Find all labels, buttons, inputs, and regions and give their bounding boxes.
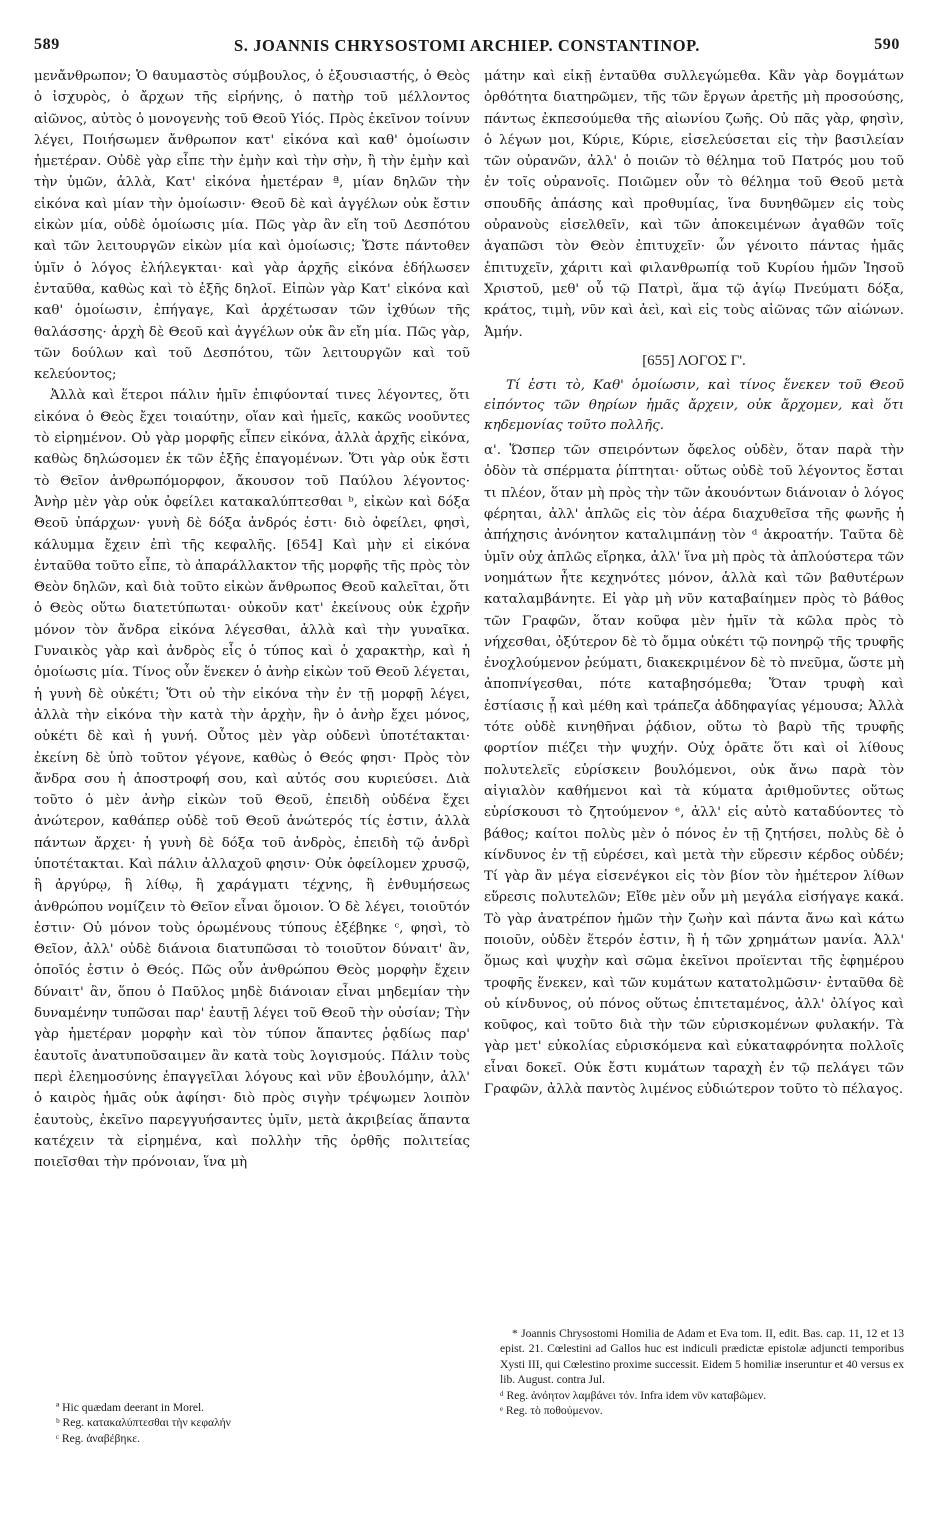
left-column — [34, 66, 470, 1173]
left-paragraph: μενἄνθρωπον; Ὁ θαυμαστὸς σύμβουλος, ὁ ἐξουσιαστής, ὁ Θεὸς ὁ ἰσχυρὸς, ὁ ἄρχων τῆς εἰρήνης, ὁ πατὴρ τοῦ μέλλοντος αἰῶνος, αὐτὸς ὁ μονογενὴς τοῦ Θεοῦ Υἱός. Πρὸς ἐκεῖνον τοίνυν λέγει, Ποιήσωμεν ἄνθρωπον κατ' εἰκόνα καὶ καθ' ὁμοίωσιν ἡμετέραν. Οὐδὲ γὰρ εἶπε τὴν ἐμὴν καὶ τὴν σὴν, ἢ τὴν ἐμὴν καὶ τὴν ὑμῶν, ἀλλὰ, Κατ' εἰκόνα ἡμετέραν ª, μίαν δηλῶν τὴν εἰκόνα καὶ μίαν τὴν ὁμοίωσιν· Θεοῦ δὲ καὶ ἀγγέλων οὐκ ἔστιν εἰκὼν μία, οὐδὲ ὁμοίωσις μία. Πῶς γὰρ ἂν εἴη τοῦ Δεσπότου καὶ τῶν λειτουργῶν εἰκὼν μία καὶ ὁμοίωσις; Ὥστε πάντοθεν ὑμῖν ὁ λόγος ἐλήλεγκται· καὶ γὰρ ἀρχῆς εἰκόνα ἐδήλωσεν ἐνταῦθα, καθὼς καὶ τὸ ἑξῆς δηλοῖ. Εἰπὼν γὰρ Κατ' εἰκόνα καὶ καθ' ὁμοίωσιν, ἐπήγαγε, Καὶ ἀρχέτωσαν τῶν ἰχθύων τῆς θαλάσσης· ἀρχὴ δὲ Θεοῦ καὶ ἀγγέλων οὐκ ἂν εἴη μία. Πῶς γὰρ, τῶν δούλων καὶ τοῦ Δεσπότου, τῶν λειτουργῶν καὶ τοῦ κελεύοντος; — [34, 69, 470, 383]
left-footnotes — [56, 1400, 456, 1446]
footnote: * Joannis Chrysostomi Homilia de Adam et Eva tom. II, edit. Bas. cap. 11, 12 et 13 epist. 21. Cœlestini ad Gallos huc est indiculi prædictæ epistolæ adjuncti temporibus Xysti III, qui Cœlestino proxime successit. Eidem 5 homiliæ inseruntur et 40 versus ex lib. August. contra Jul. — [500, 1327, 904, 1387]
section-subtitle: Τί ἐστι τὸ, Καθ' ὁμοίωσιν, καὶ τίνος ἕνεκεν τοῦ Θεοῦ εἰπόντος τῶν θηρίων ἡμᾶς ἄρχειν, οὐκ ἄρχομεν, καὶ ὅτι κηδεμονίας τοῦτο πολλῆς. — [484, 378, 904, 434]
footnote: ᵈ Reg. ἀνόητον λαμβάνει τόν. Infra idem νῦν καταβῶμεν. — [500, 1388, 767, 1402]
right-column — [484, 66, 904, 1100]
page-number-right: 590 — [874, 36, 900, 53]
page-number-left: 589 — [34, 36, 60, 53]
running-title: S. JOANNIS CHRYSOSTOMI ARCHIEP. CONSTANTINOP. — [233, 36, 701, 55]
footnote: ᵉ Reg. τὸ ποθούμενον. — [500, 1404, 603, 1418]
right-paragraph: α'. Ὥσπερ τῶν σπειρόντων ὄφελος οὐδὲν, ὅταν παρὰ τὴν ὁδὸν τὰ σπέρματα ῥίπτηται· οὕτως οὐδὲ τοῦ λέγοντος ἔσται τι πλέον, ὅταν μὴ πρὸς τὴν τῶν ἀκουόντων διάνοιαν ὁ λόγος φέρηται, ἀλλ' ἁπλῶς εἰς τὸν ἀέρα διαχυθεῖσα τῆς φωνῆς ἡ ἀπήχησις ἀνόνητον καταλιμπάνῃ τὸν ᵈ ἀκροατήν. Ταῦτα δὲ ὑμῖν οὐχ ἁπλῶς εἴρηκα, ἀλλ' ἵνα μὴ πρὸς τὰ ἁπλούστερα τῶν νοημάτων ἦτε κεχηνότες μόνον, ἀλλὰ καὶ τῶν βαθυτέρων καταλαμβάνητε. Εἰ γὰρ μὴ νῦν καταβαίημεν πρὸς τὸ βάθος τῶν Γραφῶν, ὅταν κοῦφα μὲν ἡμῖν τὰ κῶλα πρὸς τὸ νήχεσθαι, ὀξύτερον δὲ τὸ ὄμμα οὐκέτι τῷ πονηρῷ τῆς τρυφῆς ἐνοχλούμενον ῥεύματι, διακεκριμένον δὲ τὸ πνεῦμα, ὥστε μὴ ἀποπνίγεσθαι, πότε καταβησόμεθα; Ὅταν τρυφὴ καὶ ἑστίασις ᾖ καὶ μέθη καὶ τράπεζα ἀδδηφαγίας γέμουσα; Ἀλλὰ τότε οὐδὲ κινηθῆναι ῥᾴδιον, οὕτω τὸ βαρὺ τῆς τρυφῆς φορτίον πιέζει τὴν ψυχήν. Οὐχ ὁρᾶτε ὅτι καὶ οἱ λίθους πολυτελεῖς εὑρίσκειν βουλόμενοι, οὐκ ἄνω παρὰ τὸν αἰγιαλὸν καθήμενοι καὶ τὰ κύματα ἀριθμοῦντες οὕτως εὑρίσκουσι τὸ ζητούμενον ᵉ, ἀλλ' εἰς αὐτὸ καταδύοντες τὸ βάθος; καίτοι πολὺς μὲν ὁ πόνος ἐν τῇ ζητήσει, πολὺς δὲ ὁ κίνδυνος ἐν τῇ εὑρέσει, καὶ μετὰ τὴν εὕρεσιν κέρδος οὐδέν; Τί γὰρ ἂν μέγα εἰσενέγκοι εἰς τὸν βίον τὸν ἡμέτερον λίθων εὕρεσις πολυτελῶν; Εἴθε μὲν οὖν μὴ μεγάλα εἰσήγαγε κακά. Τὸ γὰρ ἀνατρέπον ἡμῶν τὴν ζωὴν καὶ πάντα ἄνω καὶ κάτω ποιοῦν, οὐδὲν ἕτερόν ἐστιν, ἢ ἡ τῶν χρημάτων μανία. Ἀλλ' ὅμως καὶ ψυχὴν καὶ σῶμα ἐκεῖνοι προϊενται τῆς ἐφημέρου τροφῆς ἕνεκεν, καὶ τῶν κυμάτων κατατολμῶσιν· ἐνταῦθα δὲ οὐ κίνδυνος, οὐ πόνος οὕτως ἐπιτεταμένος, ἀλλ' ὀλίγος καὶ κοῦφος, καὶ τοῦτο διὰ τὴν τῶν εὑρισκομένων φυλακήν. Τὰ γὰρ μετ' εὐκολίας εὑρισκόμενα καὶ εὐκαταφρόνητα πολλοῖς εἶναι δοκεῖ. Οὐκ ἔστι κυμάτων ταραχὴ ἐν τῷ πελάγει τῶν Γραφῶν, ἀλλὰ παντὸς λιμένος εὐδιώτερον τοῦτο τὸ πέλαγος. — [484, 443, 904, 1098]
running-header — [34, 36, 900, 58]
footnote: ᶜ Reg. ἀναβέβηκε. — [56, 1431, 141, 1445]
right-paragraph: μάτην καὶ εἰκῇ ἐνταῦθα συλλεγώμεθα. Κἂν γὰρ δογμάτων ὀρθότητα διατηρῶμεν, τῆς τῶν ἔργων ἀρετῆς μὴ προσούσης, πάντως ἐκπεσούμεθα τῆς αἰωνίου ζωῆς. Οὐ πᾶς γὰρ, φησὶν, ὁ λέγων μοι, Κύριε, Κύριε, εἰσελεύσεται εἰς τὴν βασιλείαν τῶν οὐρανῶν, ἀλλ' ὁ ποιῶν τὸ θέλημα τοῦ Πατρός μου τοῦ ἐν τοῖς οὐρανοῖς. Ποιῶμεν οὖν τὸ θέλημα τοῦ Θεοῦ μετὰ σπουδῆς ἁπάσης καὶ προθυμίας, ἵνα δυνηθῶμεν εἰς τοὺς οὐρανοὺς εἰσελθεῖν, καὶ τῶν ἀποκειμένων ἀγαθῶν τοῖς ἀγαπῶσι τὸν Θεὸν ἐπιτυχεῖν· ὧν γένοιτο πάντας ἡμᾶς ἐπιτυχεῖν, χάριτι καὶ φιλανθρωπίᾳ τοῦ Κυρίου ἡμῶν Ἰησοῦ Χριστοῦ, μεθ' οὗ τῷ Πατρὶ, ἅμα τῷ ἁγίῳ Πνεύματι δόξα, κράτος, τιμὴ, νῦν καὶ ἀεὶ, καὶ εἰς τοὺς αἰῶνας τῶν αἰώνων. Ἀμήν. — [484, 69, 904, 340]
footnote: ᵇ Reg. κατακαλύπτεσθαι τὴν κεφαλήν — [56, 1416, 231, 1430]
right-footnotes — [500, 1326, 904, 1418]
section-title: [655] ΛΟΓΟΣ Γ'. — [642, 352, 746, 369]
left-paragraph: Ἀλλὰ καὶ ἕτεροι πάλιν ἡμῖν ἐπιφύονταί τινες λέγοντες, ὅτι εἰκόνα ὁ Θεὸς ἔχει τοιαύτην, οἵαν καὶ ἡμεῖς, κακῶς νοοῦντες τὸ εἰρημένον. Οὐ γὰρ μορφῆς εἶπεν εἰκόνα, ἀλλὰ ἀρχῆς εἰκόνα, καθὼς δηλώσομεν ἐκ τῶν ἑξῆς ἐπαγομένων. Ὅτι γὰρ οὐκ ἔστι τὸ Θεῖον ἀνθρωπόμορφον, ἄκουσον τοῦ Παύλου λέγοντος· Ἀνὴρ μὲν γὰρ οὐκ ὀφείλει κατακαλύπτεσθαι ᵇ, εἰκὼν καὶ δόξα Θεοῦ ὑπάρχων· γυνὴ δὲ δόξα ἀνδρός ἐστι· διὸ ὀφείλει, φησὶ, κάλυμμα ἔχειν ἐπὶ τῆς κεφαλῆς. [654] Καὶ μὴν εἰ εἰκόνα ἐνταῦθα τοῦτο εἶπε, τὸ ἀπαράλλακτον τῆς μορφῆς τῆς πρὸς τὸν Θεὸν δηλῶν, καὶ διὰ τοῦτο εἰκὼν ἄνθρωπος Θεοῦ καλεῖται, ὅτι ὁ Θεὸς οὕτω διατετύπωται· οὐκοῦν κατ' ἐκείνους οὐκ ἐχρῆν μόνον τὸν ἄνδρα εἰκόνα λέγεσθαι, ἀλλὰ καὶ τὴν γυναῖκα. Γυναικὸς γὰρ καὶ ἀνδρὸς εἷς ὁ τύπος καὶ ὁ χαρακτὴρ, καὶ ἡ ὁμοίωσις μία. Τίνος οὖν ἕνεκεν ὁ ἀνὴρ εἰκὼν τοῦ Θεοῦ λέγεται, ἡ γυνὴ δὲ οὐκέτι; Ὅτι οὐ τὴν εἰκόνα τὴν ἐν τῇ μορφῇ λέγει, ἀλλὰ τὴν εἰκόνα τὴν κατὰ τὴν ἀρχὴν, ἣν ὁ ἀνὴρ ἔχει μόνος, οὐκέτι δὲ καὶ ἡ γυνή. Οὗτος μὲν γὰρ οὐδενὶ ὑποτέτακται· ἐκείνη δὲ ὑπὸ τοῦτον γέγονε, καθὼς ὁ Θεός φησι· Πρὸς τὸν ἄνδρα σου ἡ ἀποστροφή σου, καὶ αὐτός σου κυριεύσει. Διὰ τοῦτο ὁ μὲν ἀνὴρ εἰκὼν τοῦ Θεοῦ, ἐπειδὴ οὐδένα ἔχει ἀνώτερον, καθάπερ οὐδὲ τοῦ Θεοῦ ἀνώτερός τίς ἐστιν, ἀλλὰ πάντων ἄρχει· ἡ γυνὴ δὲ δόξα τοῦ ἀνδρὸς, ἐπειδὴ τῷ ἀνδρὶ ὑποτέτακται. Καὶ πάλιν ἀλλαχοῦ φησιν· Οὐκ ὀφείλομεν χρυσῷ, ἢ ἀργύρῳ, ἢ λίθῳ, ἢ χαράγματι τέχνης, ἢ ἐνθυμήσεως ἀνθρώπου νομίζειν τὸ Θεῖον εἶναι ὅμοιον. Ὁ δὲ λέγει, τοιοῦτόν ἐστιν· Οὐ μόνον τοὺς ὁρωμένους τύπους ἐξέβηκε ᶜ, φησὶ, τὸ Θεῖον, ἀλλ' οὐδὲ διάνοια διατυπῶσαι τὸ τοιοῦτον δύναιτ' ἂν, ὁποῖός ἐστιν ὁ Θεός. Πῶς οὖν ἀνθρώπου Θεὸς μορφὴν ἔχειν δύναιτ' ἂν, ὅπου ὁ Παῦλος μηδὲ διάνοιαν εἶναι μηδεμίαν τὴν δυναμένην τυπῶσαι παρ' ἑαυτῇ λέγει τοῦ Θεοῦ τὴν οὐσίαν; Τὴν γὰρ ἡμετέραν μορφὴν καὶ τὸν τύπον ἅπαντες ῥᾳδίως παρ' ἑαυτοῖς ἀνατυποῦσαιμεν ἂν κατὰ τοὺς λογισμούς. Πάλιν τοὺς περὶ ἐλεημοσύνης ἐπαγγεῖλαι λόγους καὶ νῦν ἐβουλόμην, ἀλλ' ὁ καιρὸς ἡμᾶς οὐκ ἀφίησι· διὸ πρὸς σιγὴν τρέψωμεν λοιπὸν ἑαυτοὺς, ἐκεῖνο παρεγγυήσαντες ὑμῖν, μετὰ ἀκριβείας ἅπαντα κατέχειν τὰ εἰρημένα, καὶ πολλὴν τῆς ὀρθῆς πολιτείας ποιεῖσθαι τὴν πρόνοιαν, ἵνα μὴ — [34, 388, 470, 1171]
footnote: ª Hic quædam deerant in Morel. — [56, 1401, 205, 1414]
